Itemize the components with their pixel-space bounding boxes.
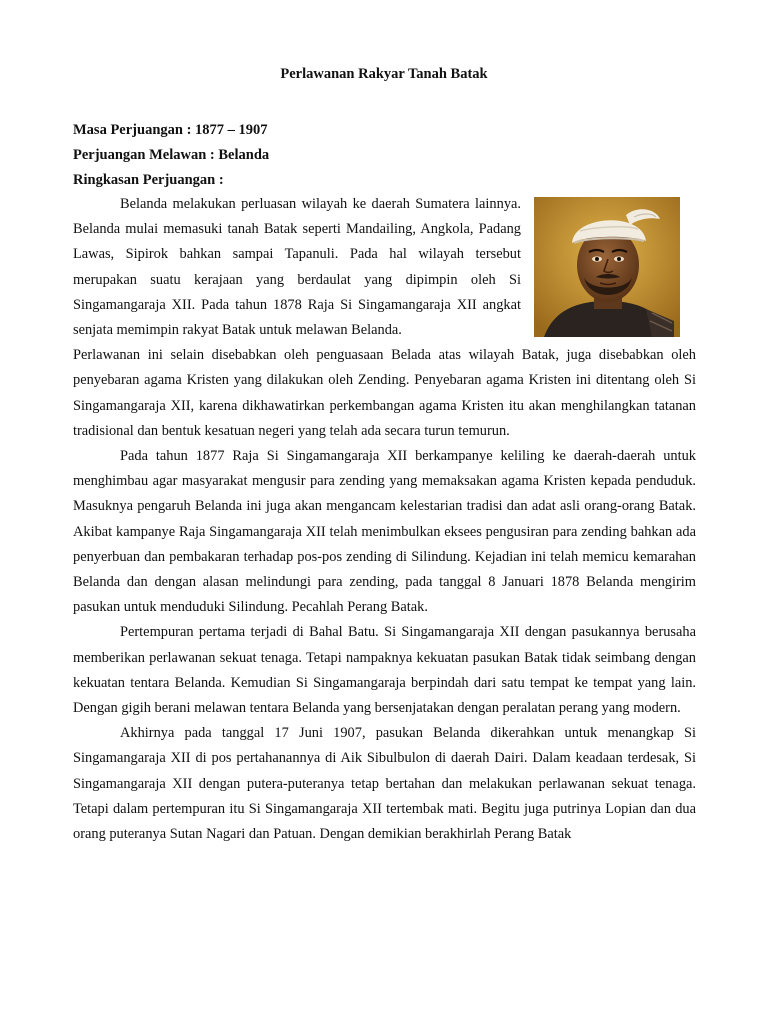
masa-perjuangan: Masa Perjuangan : 1877 – 1907 [73, 122, 268, 138]
perjuangan-melawan: Perjuangan Melawan : Belanda [73, 147, 270, 163]
paragraph-5: Akhirnya pada tanggal 17 Juni 1907, pasukan Belanda dikerahkan untuk menangkap Si Singamangaraja XII di pos pertahanannya di Aik Sibulbulon di daerah Dairi. Dalam keadaan terdesak, Si Singamangaraja XII dengan putera-puteranya tetap bertahan dan melakukan perlawanan sekuat tenaga. Tetapi dalam pertempuran itu Si Singamangaraja XII tertembak mati. Begitu juga putrinya Lopian dan dua orang puteranya Sutan Nagari dan Patuan. Dengan demikian berakhirlah Perang Batak [73, 725, 696, 843]
paragraph-4: Pertempuran pertama terjadi di Bahal Batu. Si Singamangaraja XII dengan pasukannya berusaha memberikan perlawanan sekuat tenaga. Tetapi nampaknya kekuatan pasukan Batak tidak seimbang dengan kekuatan tentara Belanda. Kemudian Si Singamangaraja berpindah dari satu tempat ke tempat yang lain. Dengan gigih berani melawan tentara Belanda yang bersenjatakan dengan peralatan perang yang modern. [73, 624, 696, 717]
paragraph-1: Belanda melakukan perluasan wilayah ke daerah Sumatera lainnya. Belanda mulai memasuki tanah Batak seperti Mandailing, Angkola, Padang Lawas, Sipirok bahkan sampai Tapanuli. Pada hal wilayah tersebut merupakan suatu kerajaan yang berdaulat yang dipimpin oleh Si Singamangaraja XII. Pada tahun 1878 Raja Si Singamangaraja XII angkat senjata memimpin rakyat Batak untuk melawan Belanda. [73, 196, 521, 339]
paragraph-2: Perlawanan ini selain disebabkan oleh penguasaan Belada atas wilayah Batak, juga disebabkan oleh penyebaran agama Kristen yang dilakukan oleh Zending. Penyebaran agama Kristen ini ditentang oleh Si Singamangaraja XII, karena dikhawatirkan perkembangan agama Kristen itu akan menghilangkan tatanan tradisional dan bentuk kesatuan negeri yang telah ada secara turun temurun. [73, 347, 696, 439]
document-title: Perlawanan Rakyar Tanah Batak [280, 66, 488, 82]
document-body [73, 192, 696, 847]
paragraph-3: Pada tahun 1877 Raja Si Singamangaraja XII berkampanye keliling ke daerah-daerah untuk menghimbau agar masyarakat mengusir para zending yang memaksakan agama Kristen kepada penduduk. Masuknya pengaruh Belanda ini juga akan mengancam kelestarian tradisi dan adat asli orang-orang Batak. Akibat kampanye Raja Singamangaraja XII telah menimbulkan eksees pengusiran para zending bahkan ada penyerbuan dan pembakaran terhadap pos-pos zending di Silindung. Kejadian ini telah memicu kemarahan Belanda dan dengan alasan melindungi para zending, pada tanggal 8 Januari 1878 Belanda mengirim pasukan untuk menduduki Silindung. Pecahlah Perang Batak. [73, 448, 696, 616]
ringkasan-perjuangan-label: Ringkasan Perjuangan : [73, 172, 224, 188]
